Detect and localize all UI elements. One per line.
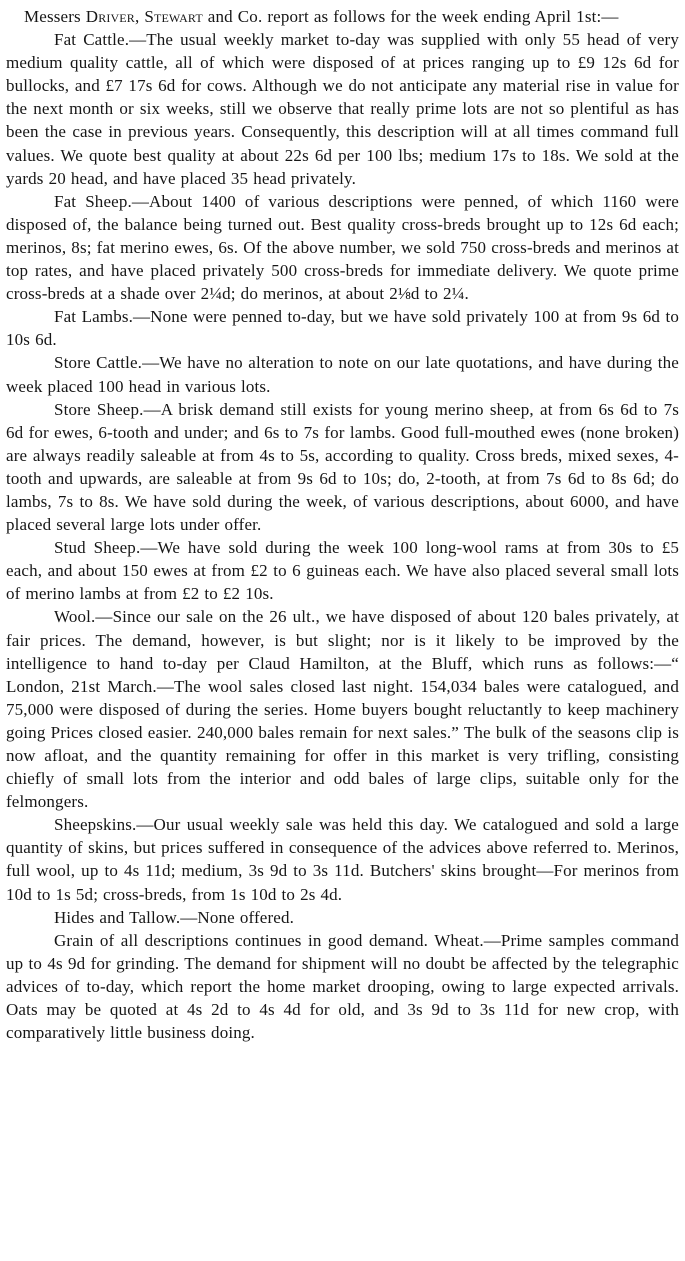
intro-separator: , [134, 7, 145, 26]
section-heading: Stud Sheep. [54, 538, 141, 558]
section-body: —None were penned to-day, but we have sold privately 100 at from 9s 6d to 10s 6d. [6, 307, 679, 350]
paragraph-wool [6, 605, 679, 813]
section-heading: Store Sheep. [54, 399, 144, 419]
paragraph-sheepskins [6, 813, 679, 905]
paragraph-fat-sheep [6, 190, 679, 305]
paragraph-fat-lambs [6, 305, 679, 351]
section-heading: Wool. [54, 607, 96, 627]
intro-rest: and Co. report as follows for the week ending April 1st:— [202, 7, 619, 26]
section-heading: Sheepskins. [54, 815, 137, 835]
section-body: —The usual weekly market to-day was supplied with only 55 head of very medium quality cattle, all of which were disposed of at prices ranging up to £9 12s 6d for bullocks, and £7 17s 6d for cows. Although we do not anticipate any material rise in value for the next month or six weeks, still we observe that really prime lots are not so plentiful as has been the case in previous years. Consequently, this description will at all times command full values. We quote best quality at about 22s 6d per 100 lbs; medium 17s to 18s. We sold at the yards 20 head, and have placed 35 head privately. [6, 30, 679, 188]
section-body: —A brisk demand still exists for young merino sheep, at from 6s 6d to 7s 6d for ewes, 6-tooth and under; and 6s to 7s for lambs. Good full-mouthed ewes (none broken) are always readily saleable at from 4s to 5s, according to quality. Cross breds, mixed sexes, 4-tooth and upwards, are saleable at from 9s 6d to 10s; do, 2-tooth, at from 7s 6d to 8s 6d; do lambs, 7s to 8s. We have sold during the week, of various descriptions, about 6000, and have placed several large lots under offer. [6, 399, 679, 535]
paragraph-store-sheep [6, 398, 679, 537]
section-body: —About 1400 of various descriptions were penned, of which 1160 were disposed of, the balance being turned out. Best quality cross-breds brought up to 12s 6d each; merinos, 8s; fat merino ewes, 6s. Of the above number, we sold 750 cross-breds and merinos at top rates, and have placed privately 500 cross-breds for immediate delivery. We quote prime cross-breds at a shade over 2¼d; do merinos, at about 2⅛d to 2¼. [6, 191, 679, 304]
section-heading: Fat Sheep. [54, 191, 132, 211]
section-heading: Fat Lambs. [54, 307, 134, 327]
section-body: —Our usual weekly sale was held this day. We catalogued and sold a large quantity of skins, but prices suffered in consequence of the advices above referred to. Merinos, full wool, up to 4s 11d; medium, 3s 9d to 3s 11d. Butchers' skins brought—For merinos from 10d to 1s 5d; cross-breds, from 1s 10d to 2s 4d. [6, 815, 679, 904]
intro-lead: Messers [24, 7, 86, 26]
section-body: —We have sold during the week 100 long-wool rams at from 30s to £5 each, and about 150 ewes at from £2 to 6 guineas each. We have also placed several small lots of merino lambs at from £2 to £2 10s. [6, 538, 679, 604]
intro-paragraph [6, 5, 679, 28]
section-body: —Since our sale on the 26 ult., we have disposed of about 120 bales privately, at fair prices. The demand, however, is but slight; nor is it likely to be improved by the intelligence to hand to-day per Claud Hamilton, at the Bluff, which runs as follows:—“ London, 21st March.—The wool sales closed last night. 154,034 bales were catalogued, and 75,000 were disposed of during the series. Home buyers bought reluctantly to keep machinery going Prices closed easier. 240,000 bales remain for next sales.” The bulk of the seasons clip is now afloat, and the quantity remaining for offer in this market is very trifling, consisting chiefly of small lots from the interior and odd bales of large clips, suitable only for the felmongers. [6, 607, 679, 812]
section-body: —We have no alteration to note on our late quotations, and have during the week placed 100 head in various lots. [6, 353, 679, 396]
section-heading: Store Cattle. [54, 353, 143, 373]
section-body: —None offered. [180, 907, 295, 927]
paragraph-hides-tallow [6, 906, 679, 929]
section-heading: Fat Cattle. [54, 30, 130, 50]
paragraph-store-cattle [6, 351, 679, 397]
firm-name-driver: Driver [85, 7, 135, 26]
section-heading: Hides and Tallow. [54, 907, 181, 927]
paragraph-grain [6, 929, 679, 1044]
section-body: Grain of all descriptions continues in good demand. Wheat.—Prime samples command up to 4s 9d for grinding. The demand for shipment will no doubt be affected by the telegraphic advices of to-day, which report the home market drooping, owing to large expected arrivals. Oats may be quoted at 4s 2d to 4s 4d for old, and 3s 9d to 3s 11d for new crop, with comparatively little business doing. [6, 930, 679, 1043]
paragraph-fat-cattle [6, 28, 679, 190]
paragraph-stud-sheep [6, 536, 679, 605]
firm-name-stewart: Stewart [144, 7, 203, 26]
